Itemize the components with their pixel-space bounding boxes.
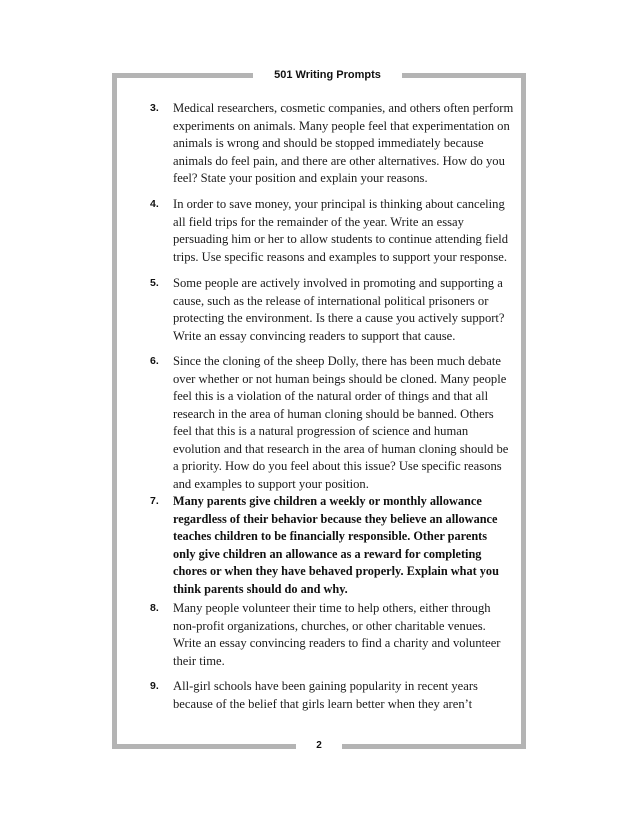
prompt-line: all field trips for the remainder of the year. Write an essay xyxy=(173,214,464,229)
prompt-item xyxy=(150,275,510,345)
prompt-item xyxy=(150,196,510,266)
prompt-number: 5. xyxy=(150,277,159,289)
prompt-line: Medical researchers, cosmetic companies, and others often perform xyxy=(173,101,514,115)
prompt-line: evolution and that research in the area of human cloning should be xyxy=(173,441,509,456)
frame-border-top-left xyxy=(112,73,253,78)
prompt-line: Some people are actively involved in promoting and supporting a xyxy=(173,276,503,290)
prompt-line: animals is wrong and should be stopped immediately because xyxy=(173,136,484,150)
prompt-line: protecting the environment. Is there a cause you actively support? xyxy=(173,311,505,325)
prompt-number: 9. xyxy=(150,680,159,692)
prompt-line: animals do feel pain, and there are other alternatives. How do you xyxy=(173,153,505,168)
prompt-line: Since the cloning of the sheep Dolly, there has been much debate xyxy=(173,354,501,368)
prompt-line: think parents should do and why. xyxy=(173,581,348,596)
prompt-line: only give children an allowance as a reward for completing xyxy=(173,546,482,561)
prompt-line: because of the belief that girls learn better when they aren’t xyxy=(173,696,473,711)
prompt-line: regardless of their behavior because they believe an allowance xyxy=(173,511,498,526)
prompt-item-highlighted xyxy=(150,493,510,598)
prompt-line: feel? State your position and explain your reasons. xyxy=(173,171,428,185)
prompt-line: cause, such as the release of international political prisoners or xyxy=(173,293,489,308)
prompt-number: 8. xyxy=(150,602,159,614)
prompt-number: 6. xyxy=(150,355,159,367)
prompt-item xyxy=(150,100,514,188)
prompt-line: Many people volunteer their time to help others, either through xyxy=(173,601,491,615)
running-header-title: 501 Writing Prompts xyxy=(274,69,381,81)
frame-border-bottom-right xyxy=(342,744,526,749)
prompt-item xyxy=(150,678,510,713)
prompt-line: trips. Use specific reasons and examples to support your response. xyxy=(173,249,508,264)
prompt-line: Write an essay convincing readers to support that cause. xyxy=(173,328,456,343)
prompt-line: feel that this is a natural progression of science and human xyxy=(173,424,469,438)
frame-border-right xyxy=(521,73,526,749)
prompt-line: experiments on animals. Many people feel that experimentation on xyxy=(173,118,510,133)
prompt-line: research in the area of human cloning should be banned. Others xyxy=(173,406,494,421)
prompt-line: non-profit organizations, churches, or other charitable venues. xyxy=(173,618,486,633)
prompt-number: 4. xyxy=(150,198,159,210)
prompt-line: and examples to support your position. xyxy=(173,476,369,491)
prompt-line: a priority. How do you feel about this issue? Use specific reasons xyxy=(173,459,502,473)
frame-border-bottom-left xyxy=(112,744,296,749)
prompt-line: their time. xyxy=(173,653,225,668)
prompt-line: teaches children to be financially responsible. Other parents xyxy=(173,529,488,543)
prompt-line: chores or when they have behaved properly. Explain what you xyxy=(173,564,499,578)
frame-border-left xyxy=(112,73,117,749)
prompt-number: 3. xyxy=(150,102,159,114)
frame-border-top-right xyxy=(402,73,526,78)
page-number: 2 xyxy=(316,740,322,751)
prompt-line: In order to save money, your principal is thinking about canceling xyxy=(173,197,505,211)
prompt-item xyxy=(150,353,510,493)
prompt-line: Write an essay convincing readers to find a charity and volunteer xyxy=(173,636,501,650)
prompt-line: persuading him or her to allow students to continue attending field xyxy=(173,232,509,246)
prompt-line: Many parents give children a weekly or monthly allowance xyxy=(173,494,482,508)
prompt-line: over whether or not human beings should be cloned. Many people xyxy=(173,371,507,386)
prompt-line: feel this is a violation of the natural order of things and that all xyxy=(173,389,489,403)
prompt-line: All-girl schools have been gaining popularity in recent years xyxy=(173,679,478,693)
prompt-number: 7. xyxy=(150,495,159,507)
prompt-item xyxy=(150,600,510,670)
